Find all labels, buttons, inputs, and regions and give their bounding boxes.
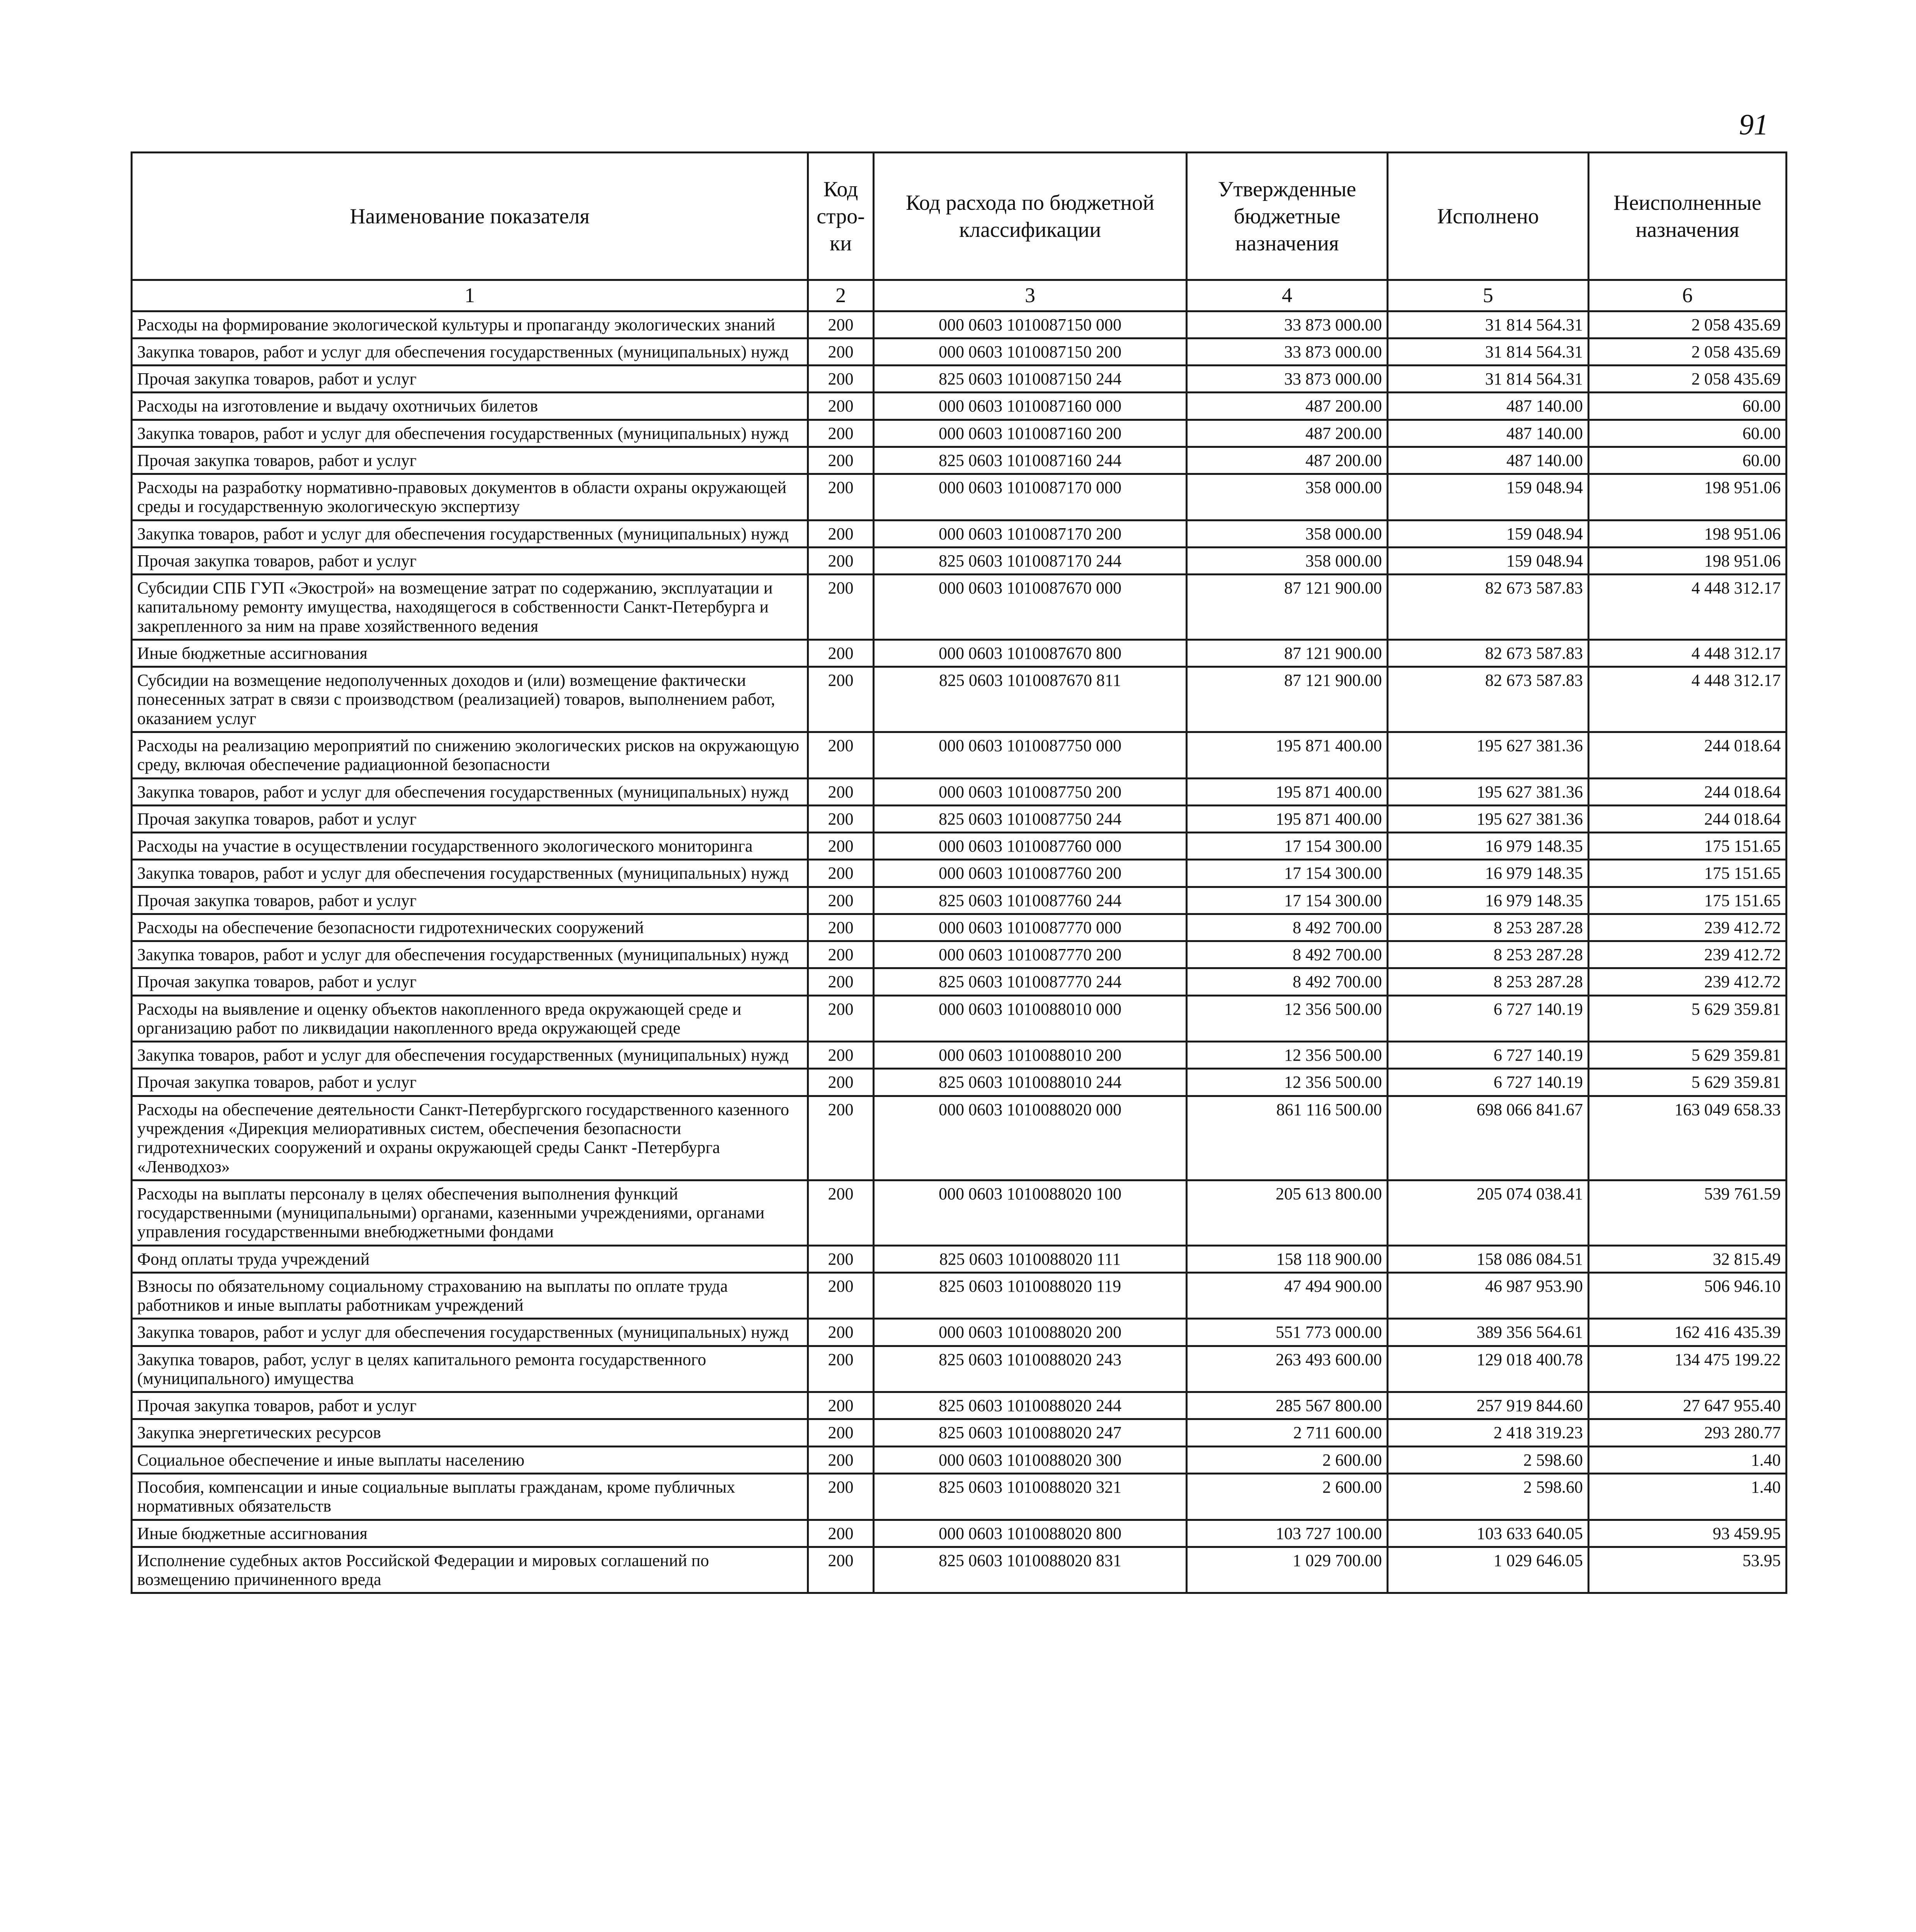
- unexecuted-amount-cell: 198 951.06: [1589, 547, 1787, 574]
- table-row: [132, 732, 1787, 779]
- unexecuted-amount-cell: 4 448 312.17: [1589, 667, 1787, 732]
- approved-amount-cell: 2 600.00: [1187, 1446, 1388, 1473]
- line-code-cell: 200: [808, 1419, 874, 1446]
- indicator-name-cell: Прочая закупка товаров, работ и услуг: [132, 547, 808, 574]
- line-code-cell: 200: [808, 420, 874, 447]
- executed-amount-cell: 16 979 148.35: [1388, 887, 1589, 914]
- line-code-cell: 200: [808, 1069, 874, 1096]
- table-row: [132, 447, 1787, 474]
- header-line-code: Код стро-ки: [808, 153, 874, 280]
- executed-amount-cell: 389 356 564.61: [1388, 1319, 1589, 1346]
- table-row: [132, 887, 1787, 914]
- table-row: [132, 420, 1787, 447]
- approved-amount-cell: 285 567 800.00: [1187, 1392, 1388, 1419]
- expense-code-cell: 000 0603 1010088020 000: [874, 1096, 1187, 1180]
- expense-code-cell: 825 0603 1010088020 247: [874, 1419, 1187, 1446]
- line-code-cell: 200: [808, 366, 874, 393]
- unexecuted-amount-cell: 175 151.65: [1589, 860, 1787, 887]
- executed-amount-cell: 487 140.00: [1388, 420, 1589, 447]
- expense-code-cell: 000 0603 1010087170 200: [874, 520, 1187, 547]
- unexecuted-amount-cell: 244 018.64: [1589, 732, 1787, 779]
- executed-amount-cell: 487 140.00: [1388, 447, 1589, 474]
- line-code-cell: 200: [808, 833, 874, 860]
- approved-amount-cell: 551 773 000.00: [1187, 1319, 1388, 1346]
- unexecuted-amount-cell: 175 151.65: [1589, 833, 1787, 860]
- executed-amount-cell: 487 140.00: [1388, 393, 1589, 420]
- indicator-name-cell: Расходы на участие в осуществлении государственного экологического мониторинга: [132, 833, 808, 860]
- table-row: [132, 1419, 1787, 1446]
- unexecuted-amount-cell: 2 058 435.69: [1589, 338, 1787, 365]
- unexecuted-amount-cell: 198 951.06: [1589, 520, 1787, 547]
- executed-amount-cell: 8 253 287.28: [1388, 941, 1589, 968]
- line-code-cell: 200: [808, 1346, 874, 1392]
- table-row: [132, 1473, 1787, 1520]
- table-row: [132, 1346, 1787, 1392]
- executed-amount-cell: 195 627 381.36: [1388, 805, 1589, 832]
- approved-amount-cell: 205 613 800.00: [1187, 1180, 1388, 1245]
- approved-amount-cell: 195 871 400.00: [1187, 778, 1388, 805]
- indicator-name-cell: Прочая закупка товаров, работ и услуг: [132, 805, 808, 832]
- expense-code-cell: 000 0603 1010088020 100: [874, 1180, 1187, 1245]
- expense-code-cell: 825 0603 1010087150 244: [874, 366, 1187, 393]
- approved-amount-cell: 17 154 300.00: [1187, 860, 1388, 887]
- approved-amount-cell: 8 492 700.00: [1187, 968, 1388, 995]
- indicator-name-cell: Пособия, компенсации и иные социальные выплаты гражданам, кроме публичных нормативных обязательств: [132, 1473, 808, 1520]
- expense-code-cell: 000 0603 1010087750 200: [874, 778, 1187, 805]
- table-row: [132, 941, 1787, 968]
- expense-code-cell: 000 0603 1010087750 000: [874, 732, 1187, 779]
- line-code-cell: 200: [808, 393, 874, 420]
- unexecuted-amount-cell: 506 946.10: [1589, 1272, 1787, 1319]
- column-number: 3: [874, 280, 1187, 311]
- indicator-name-cell: Прочая закупка товаров, работ и услуг: [132, 1069, 808, 1096]
- table-row: [132, 1547, 1787, 1593]
- approved-amount-cell: 2 711 600.00: [1187, 1419, 1388, 1446]
- indicator-name-cell: Закупка энергетических ресурсов: [132, 1419, 808, 1446]
- approved-amount-cell: 17 154 300.00: [1187, 833, 1388, 860]
- line-code-cell: 200: [808, 968, 874, 995]
- line-code-cell: 200: [808, 474, 874, 520]
- column-number: 6: [1589, 280, 1787, 311]
- approved-amount-cell: 861 116 500.00: [1187, 1096, 1388, 1180]
- table-row: [132, 393, 1787, 420]
- expense-code-cell: 000 0603 1010087160 000: [874, 393, 1187, 420]
- unexecuted-amount-cell: 5 629 359.81: [1589, 1042, 1787, 1069]
- executed-amount-cell: 159 048.94: [1388, 547, 1589, 574]
- approved-amount-cell: 33 873 000.00: [1187, 338, 1388, 365]
- expense-code-cell: 825 0603 1010088010 244: [874, 1069, 1187, 1096]
- expense-code-cell: 000 0603 1010087670 000: [874, 575, 1187, 640]
- executed-amount-cell: 31 814 564.31: [1388, 338, 1589, 365]
- approved-amount-cell: 33 873 000.00: [1187, 311, 1388, 338]
- indicator-name-cell: Прочая закупка товаров, работ и услуг: [132, 366, 808, 393]
- line-code-cell: 200: [808, 1272, 874, 1319]
- approved-amount-cell: 8 492 700.00: [1187, 914, 1388, 941]
- executed-amount-cell: 205 074 038.41: [1388, 1180, 1589, 1245]
- line-code-cell: 200: [808, 1042, 874, 1069]
- table-row: [132, 968, 1787, 995]
- expense-code-cell: 825 0603 1010088020 119: [874, 1272, 1187, 1319]
- expense-code-cell: 825 0603 1010087160 244: [874, 447, 1187, 474]
- table-body: [132, 311, 1787, 1593]
- indicator-name-cell: Закупка товаров, работ и услуг для обеспечения государственных (муниципальных) нужд: [132, 1042, 808, 1069]
- line-code-cell: 200: [808, 1245, 874, 1272]
- approved-amount-cell: 103 727 100.00: [1187, 1520, 1388, 1547]
- indicator-name-cell: Иные бюджетные ассигнования: [132, 639, 808, 667]
- unexecuted-amount-cell: 4 448 312.17: [1589, 639, 1787, 667]
- table-row: [132, 474, 1787, 520]
- table-row: [132, 1042, 1787, 1069]
- approved-amount-cell: 12 356 500.00: [1187, 1069, 1388, 1096]
- indicator-name-cell: Расходы на разработку нормативно-правовых документов в области охраны окружающей среды и государственную экологическую экспертизу: [132, 474, 808, 520]
- line-code-cell: 200: [808, 447, 874, 474]
- approved-amount-cell: 8 492 700.00: [1187, 941, 1388, 968]
- expense-code-cell: 825 0603 1010088020 831: [874, 1547, 1187, 1593]
- indicator-name-cell: Прочая закупка товаров, работ и услуг: [132, 1392, 808, 1419]
- unexecuted-amount-cell: 198 951.06: [1589, 474, 1787, 520]
- unexecuted-amount-cell: 27 647 955.40: [1589, 1392, 1787, 1419]
- unexecuted-amount-cell: 244 018.64: [1589, 778, 1787, 805]
- table-row: [132, 1272, 1787, 1319]
- unexecuted-amount-cell: 293 280.77: [1589, 1419, 1787, 1446]
- expense-code-cell: 000 0603 1010087160 200: [874, 420, 1187, 447]
- header-indicator-name: Наименование показателя: [132, 153, 808, 280]
- executed-amount-cell: 159 048.94: [1388, 520, 1589, 547]
- unexecuted-amount-cell: 239 412.72: [1589, 941, 1787, 968]
- executed-amount-cell: 257 919 844.60: [1388, 1392, 1589, 1419]
- table-row: [132, 1096, 1787, 1180]
- indicator-name-cell: Закупка товаров, работ и услуг для обеспечения государственных (муниципальных) нужд: [132, 860, 808, 887]
- header-approved: Утвержденные бюджетные назначения: [1187, 153, 1388, 280]
- line-code-cell: 200: [808, 1547, 874, 1593]
- indicator-name-cell: Субсидии СПБ ГУП «Экострой» на возмещение затрат по содержанию, эксплуатации и капитальному ремонту имущества, находящегося в собственности Санкт-Петербурга и закрепленного за ним на праве хозяйственного ведения: [132, 575, 808, 640]
- executed-amount-cell: 31 814 564.31: [1388, 311, 1589, 338]
- indicator-name-cell: Исполнение судебных актов Российской Федерации и мировых соглашений по возмещению причиненного вреда: [132, 1547, 808, 1593]
- approved-amount-cell: 358 000.00: [1187, 547, 1388, 574]
- unexecuted-amount-cell: 32 815.49: [1589, 1245, 1787, 1272]
- approved-amount-cell: 47 494 900.00: [1187, 1272, 1388, 1319]
- unexecuted-amount-cell: 2 058 435.69: [1589, 311, 1787, 338]
- indicator-name-cell: Закупка товаров, работ, услуг в целях капитального ремонта государственного (муниципального) имущества: [132, 1346, 808, 1392]
- line-code-cell: 200: [808, 1392, 874, 1419]
- expense-code-cell: 825 0603 1010088020 244: [874, 1392, 1187, 1419]
- indicator-name-cell: Прочая закупка товаров, работ и услуг: [132, 447, 808, 474]
- executed-amount-cell: 2 418 319.23: [1388, 1419, 1589, 1446]
- column-number: 2: [808, 280, 874, 311]
- table-row: [132, 805, 1787, 832]
- budget-execution-table: [131, 151, 1787, 1594]
- table-row: [132, 860, 1787, 887]
- line-code-cell: 200: [808, 1520, 874, 1547]
- expense-code-cell: 000 0603 1010087760 200: [874, 860, 1187, 887]
- table-row: [132, 311, 1787, 338]
- unexecuted-amount-cell: 163 049 658.33: [1589, 1096, 1787, 1180]
- executed-amount-cell: 698 066 841.67: [1388, 1096, 1589, 1180]
- executed-amount-cell: 195 627 381.36: [1388, 778, 1589, 805]
- unexecuted-amount-cell: 60.00: [1589, 420, 1787, 447]
- table-row: [132, 1392, 1787, 1419]
- unexecuted-amount-cell: 5 629 359.81: [1589, 1069, 1787, 1096]
- expense-code-cell: 000 0603 1010088010 200: [874, 1042, 1187, 1069]
- table-row: [132, 833, 1787, 860]
- expense-code-cell: 000 0603 1010088020 200: [874, 1319, 1187, 1346]
- line-code-cell: 200: [808, 667, 874, 732]
- table-row: [132, 338, 1787, 365]
- line-code-cell: 200: [808, 520, 874, 547]
- indicator-name-cell: Расходы на выплаты персоналу в целях обеспечения выполнения функций государственными (муниципальными) органами, казенными учреждениями, органами управления государственными внебюджетными фондами: [132, 1180, 808, 1245]
- approved-amount-cell: 33 873 000.00: [1187, 366, 1388, 393]
- executed-amount-cell: 16 979 148.35: [1388, 860, 1589, 887]
- executed-amount-cell: 103 633 640.05: [1388, 1520, 1589, 1547]
- executed-amount-cell: 1 029 646.05: [1388, 1547, 1589, 1593]
- line-code-cell: 200: [808, 1473, 874, 1520]
- column-number: 5: [1388, 280, 1589, 311]
- line-code-cell: 200: [808, 1319, 874, 1346]
- indicator-name-cell: Закупка товаров, работ и услуг для обеспечения государственных (муниципальных) нужд: [132, 338, 808, 365]
- expense-code-cell: 000 0603 1010087150 000: [874, 311, 1187, 338]
- executed-amount-cell: 82 673 587.83: [1388, 667, 1589, 732]
- unexecuted-amount-cell: 1.40: [1589, 1473, 1787, 1520]
- expense-code-cell: 825 0603 1010088020 321: [874, 1473, 1187, 1520]
- table-row: [132, 778, 1787, 805]
- unexecuted-amount-cell: 60.00: [1589, 447, 1787, 474]
- header-expense-code: Код расхода по бюджетной классификации: [874, 153, 1187, 280]
- indicator-name-cell: Закупка товаров, работ и услуг для обеспечения государственных (муниципальных) нужд: [132, 520, 808, 547]
- indicator-name-cell: Расходы на обеспечение деятельности Санкт-Петербургского государственного казенного учреждения «Дирекция мелиоративных систем, обеспечения безопасности гидротехнических сооружений и охраны окружающей среды Санкт -Петербурга «Ленводхоз»: [132, 1096, 808, 1180]
- line-code-cell: 200: [808, 1096, 874, 1180]
- unexecuted-amount-cell: 244 018.64: [1589, 805, 1787, 832]
- approved-amount-cell: 487 200.00: [1187, 393, 1388, 420]
- approved-amount-cell: 1 029 700.00: [1187, 1547, 1388, 1593]
- table-row: [132, 1446, 1787, 1473]
- expense-code-cell: 000 0603 1010088020 300: [874, 1446, 1187, 1473]
- approved-amount-cell: 358 000.00: [1187, 520, 1388, 547]
- indicator-name-cell: Расходы на обеспечение безопасности гидротехнических сооружений: [132, 914, 808, 941]
- expense-code-cell: 000 0603 1010087760 000: [874, 833, 1187, 860]
- approved-amount-cell: 12 356 500.00: [1187, 995, 1388, 1042]
- unexecuted-amount-cell: 539 761.59: [1589, 1180, 1787, 1245]
- line-code-cell: 200: [808, 338, 874, 365]
- approved-amount-cell: 487 200.00: [1187, 447, 1388, 474]
- expense-code-cell: 000 0603 1010088010 000: [874, 995, 1187, 1042]
- table-row: [132, 1069, 1787, 1096]
- approved-amount-cell: 12 356 500.00: [1187, 1042, 1388, 1069]
- unexecuted-amount-cell: 239 412.72: [1589, 968, 1787, 995]
- indicator-name-cell: Фонд оплаты труда учреждений: [132, 1245, 808, 1272]
- expense-code-cell: 825 0603 1010088020 243: [874, 1346, 1187, 1392]
- unexecuted-amount-cell: 1.40: [1589, 1446, 1787, 1473]
- table-row: [132, 667, 1787, 732]
- indicator-name-cell: Закупка товаров, работ и услуг для обеспечения государственных (муниципальных) нужд: [132, 941, 808, 968]
- line-code-cell: 200: [808, 1446, 874, 1473]
- expense-code-cell: 000 0603 1010087150 200: [874, 338, 1187, 365]
- header-executed: Исполнено: [1388, 153, 1589, 280]
- expense-code-cell: 000 0603 1010087670 800: [874, 639, 1187, 667]
- executed-amount-cell: 195 627 381.36: [1388, 732, 1589, 779]
- executed-amount-cell: 82 673 587.83: [1388, 575, 1589, 640]
- unexecuted-amount-cell: 60.00: [1589, 393, 1787, 420]
- unexecuted-amount-cell: 4 448 312.17: [1589, 575, 1787, 640]
- approved-amount-cell: 17 154 300.00: [1187, 887, 1388, 914]
- unexecuted-amount-cell: 175 151.65: [1589, 887, 1787, 914]
- line-code-cell: 200: [808, 941, 874, 968]
- indicator-name-cell: Расходы на выявление и оценку объектов накопленного вреда окружающей среде и организацию работ по ликвидации накопленного вреда окружающей среде: [132, 995, 808, 1042]
- executed-amount-cell: 159 048.94: [1388, 474, 1589, 520]
- indicator-name-cell: Прочая закупка товаров, работ и услуг: [132, 968, 808, 995]
- executed-amount-cell: 8 253 287.28: [1388, 914, 1589, 941]
- indicator-name-cell: Социальное обеспечение и иные выплаты населению: [132, 1446, 808, 1473]
- indicator-name-cell: Закупка товаров, работ и услуг для обеспечения государственных (муниципальных) нужд: [132, 420, 808, 447]
- column-number-row: [132, 280, 1787, 311]
- column-number: 4: [1187, 280, 1388, 311]
- unexecuted-amount-cell: 53.95: [1589, 1547, 1787, 1593]
- expense-code-cell: 825 0603 1010087750 244: [874, 805, 1187, 832]
- executed-amount-cell: 46 987 953.90: [1388, 1272, 1589, 1319]
- approved-amount-cell: 195 871 400.00: [1187, 732, 1388, 779]
- table-row: [132, 575, 1787, 640]
- expense-code-cell: 000 0603 1010087770 200: [874, 941, 1187, 968]
- executed-amount-cell: 2 598.60: [1388, 1446, 1589, 1473]
- approved-amount-cell: 87 121 900.00: [1187, 575, 1388, 640]
- approved-amount-cell: 87 121 900.00: [1187, 639, 1388, 667]
- line-code-cell: 200: [808, 1180, 874, 1245]
- expense-code-cell: 000 0603 1010088020 800: [874, 1520, 1187, 1547]
- expense-code-cell: 825 0603 1010087770 244: [874, 968, 1187, 995]
- approved-amount-cell: 87 121 900.00: [1187, 667, 1388, 732]
- line-code-cell: 200: [808, 887, 874, 914]
- expense-code-cell: 000 0603 1010087170 000: [874, 474, 1187, 520]
- indicator-name-cell: Прочая закупка товаров, работ и услуг: [132, 887, 808, 914]
- executed-amount-cell: 129 018 400.78: [1388, 1346, 1589, 1392]
- executed-amount-cell: 82 673 587.83: [1388, 639, 1589, 667]
- line-code-cell: 200: [808, 805, 874, 832]
- indicator-name-cell: Иные бюджетные ассигнования: [132, 1520, 808, 1547]
- table-row: [132, 520, 1787, 547]
- unexecuted-amount-cell: 2 058 435.69: [1589, 366, 1787, 393]
- page-number: 91: [1739, 109, 1768, 141]
- executed-amount-cell: 6 727 140.19: [1388, 1042, 1589, 1069]
- unexecuted-amount-cell: 93 459.95: [1589, 1520, 1787, 1547]
- line-code-cell: 200: [808, 311, 874, 338]
- executed-amount-cell: 31 814 564.31: [1388, 366, 1589, 393]
- line-code-cell: 200: [808, 547, 874, 574]
- approved-amount-cell: 158 118 900.00: [1187, 1245, 1388, 1272]
- header-unexecuted: Неисполненные назначения: [1589, 153, 1787, 280]
- expense-code-cell: 825 0603 1010087170 244: [874, 547, 1187, 574]
- table-row: [132, 914, 1787, 941]
- executed-amount-cell: 6 727 140.19: [1388, 1069, 1589, 1096]
- line-code-cell: 200: [808, 639, 874, 667]
- expense-code-cell: 825 0603 1010087670 811: [874, 667, 1187, 732]
- header-row: [132, 153, 1787, 280]
- approved-amount-cell: 195 871 400.00: [1187, 805, 1388, 832]
- approved-amount-cell: 2 600.00: [1187, 1473, 1388, 1520]
- indicator-name-cell: Взносы по обязательному социальному страхованию на выплаты по оплате труда работников и иные выплаты работникам учреждений: [132, 1272, 808, 1319]
- column-number: 1: [132, 280, 808, 311]
- line-code-cell: 200: [808, 860, 874, 887]
- line-code-cell: 200: [808, 732, 874, 779]
- table-row: [132, 1180, 1787, 1245]
- unexecuted-amount-cell: 162 416 435.39: [1589, 1319, 1787, 1346]
- table-row: [132, 1245, 1787, 1272]
- line-code-cell: 200: [808, 914, 874, 941]
- approved-amount-cell: 358 000.00: [1187, 474, 1388, 520]
- line-code-cell: 200: [808, 995, 874, 1042]
- table-row: [132, 1520, 1787, 1547]
- indicator-name-cell: Субсидии на возмещение недополученных доходов и (или) возмещение фактически понесенных затрат в связи с производством (реализацией) товаров, выполнением работ, оказанием услуг: [132, 667, 808, 732]
- executed-amount-cell: 6 727 140.19: [1388, 995, 1589, 1042]
- expense-code-cell: 825 0603 1010087760 244: [874, 887, 1187, 914]
- table-row: [132, 1319, 1787, 1346]
- approved-amount-cell: 263 493 600.00: [1187, 1346, 1388, 1392]
- indicator-name-cell: Расходы на реализацию мероприятий по снижению экологических рисков на окружающую среду, включая обеспечение радиационной безопасности: [132, 732, 808, 779]
- expense-code-cell: 825 0603 1010088020 111: [874, 1245, 1187, 1272]
- executed-amount-cell: 8 253 287.28: [1388, 968, 1589, 995]
- executed-amount-cell: 158 086 084.51: [1388, 1245, 1589, 1272]
- expense-code-cell: 000 0603 1010087770 000: [874, 914, 1187, 941]
- indicator-name-cell: Расходы на формирование экологической культуры и пропаганду экологических знаний: [132, 311, 808, 338]
- unexecuted-amount-cell: 134 475 199.22: [1589, 1346, 1787, 1392]
- approved-amount-cell: 487 200.00: [1187, 420, 1388, 447]
- table-row: [132, 995, 1787, 1042]
- line-code-cell: 200: [808, 778, 874, 805]
- table-row: [132, 366, 1787, 393]
- indicator-name-cell: Закупка товаров, работ и услуг для обеспечения государственных (муниципальных) нужд: [132, 778, 808, 805]
- unexecuted-amount-cell: 239 412.72: [1589, 914, 1787, 941]
- line-code-cell: 200: [808, 575, 874, 640]
- indicator-name-cell: Расходы на изготовление и выдачу охотничьих билетов: [132, 393, 808, 420]
- executed-amount-cell: 2 598.60: [1388, 1473, 1589, 1520]
- table-row: [132, 547, 1787, 574]
- table-row: [132, 639, 1787, 667]
- indicator-name-cell: Закупка товаров, работ и услуг для обеспечения государственных (муниципальных) нужд: [132, 1319, 808, 1346]
- executed-amount-cell: 16 979 148.35: [1388, 833, 1589, 860]
- unexecuted-amount-cell: 5 629 359.81: [1589, 995, 1787, 1042]
